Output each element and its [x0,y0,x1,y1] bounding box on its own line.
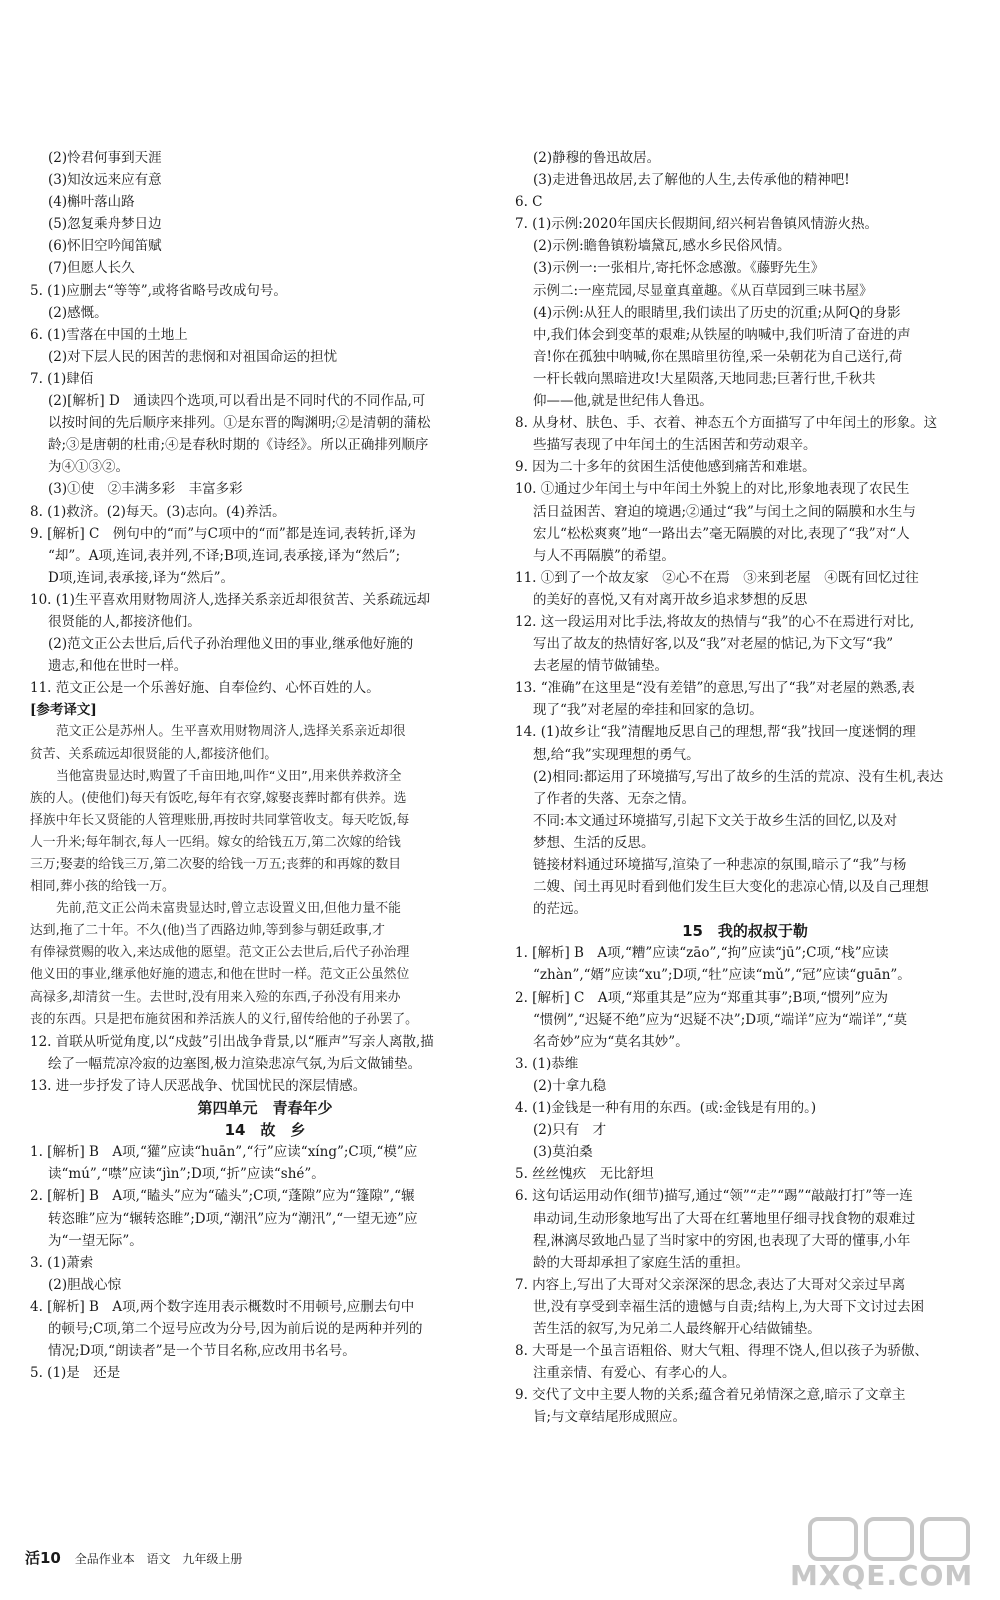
text-line: “却”。A项,连词,表并列,不译;B项,连词,表承接,译为“然后”; [48,547,401,564]
text-line: 现了“我”对老屋的牵挂和回家的急切。 [533,702,763,719]
text-line: (2)只有 才 [533,1122,607,1139]
text-line: 苦生活的叙写,为兄弟二人最终解开心结做铺垫。 [533,1320,821,1337]
text-line: (4)示例:从狂人的眼睛里,我们读出了历史的沉重;从阿Q的身影 [533,304,901,321]
text-line: 6. (1)雪落在中国的土地上 [30,326,188,343]
text-line: (3)莫泊桑 [533,1144,593,1161]
subject-name: 语文 [146,1552,171,1566]
text-line: 不同:本文通过环境描写,引起下文关于故乡生活的回忆,以及对 [533,812,898,829]
text-line: 丧的东西。只是把布施贫困和养活族人的义行,留传给他的子孙罢了。 [30,1011,418,1027]
text-line: 与人不再隔膜”的希望。 [533,547,675,564]
text-line: 择族中年长又贤能的人管理账册,再按时共同掌管收支。每天吃饭,每 [30,812,410,828]
page-footer [25,1547,250,1570]
text-line: 链接材料通过环境描写,渲染了一种悲凉的氛围,暗示了“我”与杨 [533,857,907,873]
text-line: 的美好的喜悦,又有对离开故乡追求梦想的反思 [533,591,808,608]
text-line: 注重亲情、有爱心、有孝心的人。 [533,1365,736,1382]
text-line: 12. 这一段运用对比手法,将故友的热情与“我”的心不在焉进行对比, [515,613,915,630]
text-line: 仰——他,就是世纪伟人鲁迅。 [533,393,713,410]
text-line: (2)十拿九稳 [533,1077,607,1094]
grade-name: 九年级上册 [182,1552,243,1566]
text-line: 龄;③是唐朝的杜甫;④是春秋时期的《诗经》。所以正确排列顺序 [48,437,429,454]
text-line: 三万;娶妻的给钱三万,第二次娶的给钱一万五;丧葬的和再嫁的数目 [30,857,402,872]
text-line: 遗志,和他在世时一样。 [48,658,188,675]
text-line: 世,没有享受到幸福生活的遗憾与自责;结构上,为大哥下文讨过去困 [533,1298,925,1315]
text-line: (3)示例一:一张相片,寄托怀念感激。《藤野先生》 [533,260,825,277]
text-line: 程,淋漓尽致地凸显了当时家中的穷困,也表现了大哥的懂事,小年 [533,1232,911,1249]
text-line: (2)[解析] D 通读四个选项,可以看出是不同时代的不同作品,可 [48,393,426,410]
text-line: (5)忽复乘舟梦日边 [48,216,162,233]
text-line: 读“mú”,“噤”应读“jìn”;D项,“折”应读“shé”。 [48,1166,325,1183]
text-line: 14. (1)故乡让“我”清醒地反思自己的理想,帮“我”找回一度迷惘的理 [515,724,916,741]
text-line: (2)对下层人民的困苦的悲悯和对祖国命运的担忧 [48,348,338,365]
text-line: 高禄多,却清贫一生。去世时,没有用来入殓的东西,子孙没有用来办 [30,989,401,1005]
text-line: 范文正公是苏州人。生平喜欢用财物周济人,选择关系亲近却很 [56,724,406,740]
text-line: 达到,拖了二十年。不久(他)当了西路边帅,等到参与朝廷政事,才 [30,923,385,939]
right-column [515,147,975,1428]
text-line: (2)静穆的鲁迅故居。 [533,150,661,166]
text-line: 宏儿“松松爽爽”地“一路出去”毫无隔膜的对比,表现了“我”对“人 [533,525,910,542]
text-line: (2)胆战心惊 [48,1276,122,1293]
text-line: 为④①③②。 [48,459,129,476]
text-line: 转恣睢”应为“辗转恣睢”;D项,“潮汛”应为“潮汛”,“一望无迹”应 [48,1210,418,1227]
text-line: 2. [解析] B A项,“瞌头”应为“磕头”;C项,“蓬隙”应为“篷隙”,“辗 [30,1188,415,1205]
left-column [30,147,500,1384]
text-line: 他义田的事业,继承他好施的遗志,和他在世时一样。范文正公虽然位 [30,967,410,983]
text-line: 1. [解析] B A项,“糟”应读“zāo”,“拘”应读“jū”;C项,“栈”应读 [515,945,889,962]
text-line: 9. [解析] C 例句中的“而”与C项中的“而”都是连词,表转折,译为 [30,525,416,542]
text-line: 12. 首联从听觉角度,以“戍鼓”引出战争背景,以“雁声”写亲人离散,描 [30,1033,434,1050]
text-line: 活日益困苦、窘迫的境遇;②通过“我”与闰土之间的隔膜和水生与 [533,503,916,520]
text-line: 二嫂、闰土再见时看到他们发生巨大变化的悲凉心情,以及自己理想 [533,879,929,896]
text-line: 梦想、生活的反思。 [533,834,655,851]
text-line: “惯例”,“迟疑不绝”应为“迟疑不决”;D项,“端详”应为“端详”,“莫 [533,1011,908,1028]
text-line: 情况;D项,“朗读者”是一个节目名称,应改用书名号。 [48,1343,356,1360]
text-line: 5. (1)是 还是 [30,1365,121,1382]
text-line: 人一升米;每年制衣,每人一匹绢。嫁女的给钱五万,第二次嫁的给钱 [30,834,401,850]
text-line: 3. (1)萧索 [30,1254,94,1271]
text-line: 13. “准确”在这里是“没有差错”的意思,写出了“我”对老屋的熟悉,表 [515,680,915,697]
text-line: 中,我们体会到变革的艰难;从铁屋的呐喊中,我们听清了奋进的声 [533,326,911,343]
section-heading: [参考译文] [30,702,97,719]
text-line: 5. (1)应删去“等等”,或将省略号改成句号。 [30,282,287,299]
text-line: 旨;与文章结尾形成照应。 [533,1409,687,1426]
text-line: 想,给“我”实现理想的勇气。 [533,746,700,763]
text-line: 相同,葬小孩的给钱一万。 [30,879,175,895]
text-line: 些描写表现了中年闰土的生活困苦和劳动艰辛。 [533,437,817,454]
text-line: 4. [解析] B A项,两个数字连用表示概数时不用顿号,应删去句中 [30,1298,415,1315]
text-line: 9. 交代了文中主要人物的关系;蕴含着兄弟情深之意,暗示了文章主 [515,1387,906,1404]
text-line: 一杆长戟向黑暗进攻!大星陨落,天地同悲;巨著行世,千秋共 [533,370,876,387]
text-line: 去老屋的情节做铺垫。 [533,658,668,675]
text-line: (7)但愿人长久 [48,260,135,277]
text-line: (2)相同:都运用了环境描写,写出了故乡的生活的荒凉、没有生机,表达 [533,768,944,785]
text-line: 4. (1)金钱是一种有用的东西。(或:金钱是有用的。) [515,1100,817,1117]
text-line: (6)怀旧空吟闻笛赋 [48,238,162,255]
text-line: 龄的大哥却承担了家庭生活的重担。 [533,1254,749,1271]
text-line: 11. ①到了一个故友家 ②心不在焉 ③来到老屋 ④既有回忆过往 [515,569,919,586]
text-line: 8. 大哥是一个虽言语粗俗、财大气粗、得理不饶人,但以孩子为骄傲、 [515,1343,928,1360]
text-line: 9. 因为二十多年的贫困生活使他感到痛苦和难堪。 [515,459,816,476]
section-heading: 第四单元 青春年少 [197,1099,333,1118]
section-heading: 15 我的叔叔于勒 [682,922,808,941]
text-line: (2)范文正公去世后,后代子孙治理他义田的事业,继承他好施的 [48,636,414,653]
text-line: 绘了一幅荒凉冷寂的边塞图,极力渲染悲凉气氛,为后文做铺垫。 [48,1055,422,1072]
text-line: 名奇妙”应为“莫名其妙”。 [533,1033,689,1050]
text-line: 10. ①通过少年闰土与中年闰土外貌上的对比,形象地表现了农民生 [515,481,910,498]
text-line: 先前,范文正公尚未富贵显达时,曾立志设置义田,但他力量不能 [56,901,401,917]
text-line: 贫苦、关系疏远却很贤能的人,都接济他们。 [30,746,278,762]
text-line: 7. (1)肆佰 [30,370,94,387]
text-line: 音!你在孤独中呐喊,你在黑暗里彷徨,采一朵朝花为自己送行,荷 [533,348,903,365]
series-name: 全品作业本 [74,1552,135,1566]
text-line: (3)走进鲁迅故居,去了解他的人生,去传承他的精神吧! [533,172,850,189]
text-line: 写出了故友的热情好客,以及“我”对老屋的惦记,为下文写“我” [533,636,894,653]
text-line: 6. C [515,194,543,211]
page-number: 活10 [25,1549,61,1567]
watermark-text: MXQE.COM [790,1559,974,1592]
text-line: 5. 丝丝愧疚 无比舒坦 [515,1166,654,1183]
text-line: (2)怜君何事到天涯 [48,150,162,166]
text-line: (3)①使 ②丰满多彩 丰富多彩 [48,481,243,498]
text-line: 13. 进一步抒发了诗人厌恶战争、忧国忧民的深层情感。 [30,1077,367,1094]
watermark-logo [790,1515,990,1595]
text-line: 示例二:一座荒园,尽显童真童趣。《从百草园到三味书屋》 [533,282,873,299]
text-line: D项,连词,表承接,译为“然后”。 [48,569,235,586]
text-line: (2)示例:瞻鲁镇粉墙黛瓦,感水乡民俗风情。 [533,238,791,255]
text-line: 7. (1)示例:2020年国庆长假期间,绍兴柯岩鲁镇风情游火热。 [515,216,878,233]
text-line: “zhàn”,“婿”应读“xu”;D项,“牡”应读“mǔ”,“冠”应读“guān”。 [533,967,911,984]
text-line: 3. (1)恭维 [515,1055,579,1072]
text-line: 的茫远。 [533,901,587,918]
text-line: 1. [解析] B A项,“獾”应读“huān”,“行”应读“xíng”;C项,“模”应 [30,1144,418,1161]
text-line: 为“一望无际”。 [48,1232,143,1249]
text-line: 很贤能的人,都接济他们。 [48,613,201,630]
text-line: 了作者的失落、无奈之情。 [533,790,695,807]
text-line: 11. 范文正公是一个乐善好施、自奉俭约、心怀百姓的人。 [30,680,380,697]
text-line: 8. (1)救济。(2)每天。(3)志向。(4)养活。 [30,503,286,520]
text-line: 6. 这句话运用动作(细节)描写,通过“领”“走”“踢”“敲敲打打”等一连 [515,1188,913,1205]
watermark-badge-icon [790,1515,990,1565]
text-line: 的顿号;C项,第二个逗号应改为分号,因为前后说的是两种并列的 [48,1320,423,1337]
text-line: 当他富贵显达时,购置了千亩田地,叫作“义田”,用来供养救济全 [56,768,402,784]
text-line: 以按时间的先后顺序来排列。①是东晋的陶渊明;②是清朝的蒲松 [48,415,431,432]
text-line: 10. (1)生平喜欢用财物周济人,选择关系亲近却很贫苦、关系疏远却 [30,591,431,608]
text-line: (2)感慨。 [48,304,108,321]
text-line: (4)槲叶落山路 [48,194,135,211]
text-line: 8. 从身材、肤色、手、衣着、神态五个方面描写了中年闰土的形象。这 [515,415,938,432]
text-line: 族的人。(使他们)每天有饭吃,每年有衣穿,嫁娶丧葬时都有供养。选 [30,790,407,806]
text-line: 2. [解析] C A项,“郑重其是”应为“郑重其事”;B项,“惯列”应为 [515,989,889,1006]
text-line: 7. 内容上,写出了大哥对父亲深深的思念,表达了大哥对父亲过早离 [515,1276,906,1293]
text-line: 串动词,生动形象地写出了大哥在红薯地里仔细寻找食物的艰难过 [533,1210,916,1227]
text-line: 有俸禄赏赐的收入,来达成他的愿望。范文正公去世后,后代子孙治理 [30,945,410,961]
text-line: (3)知汝远来应有意 [48,172,162,189]
section-heading: 14 故 乡 [224,1121,306,1140]
